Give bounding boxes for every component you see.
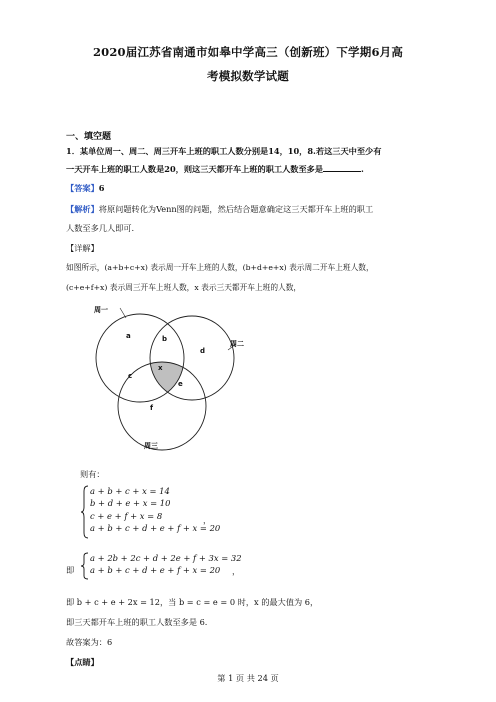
left-brace-icon [80, 485, 90, 539]
question-line-2-end: . [361, 164, 364, 174]
answer-line [66, 182, 104, 194]
answer-blank [323, 163, 361, 172]
detail-line-1: 如图所示，(a+b+c+x) 表示周一开车上班的人数，(b+d+e+x) 表示周二开车上班人数， [66, 263, 374, 272]
detail-line-2: (c+e+f+x) 表示周三开车上班人数，x 表示三天都开车上班的人数， [66, 283, 302, 292]
venn-label-monday: 周一 [94, 306, 108, 314]
system1-equations [90, 485, 220, 534]
venn-label-wednesday: 周三 [144, 442, 158, 450]
page-title-line-1: 2020届江苏省南通市如皋中学高三（创新班）下学期6月高 [92, 45, 404, 59]
question-line-1: 1．某单位周一、周二、周三开车上班的职工人数分别是14，10，8.若这三天中至少有 [66, 146, 382, 156]
page-footer: 第 1 页 共 24 页 [217, 673, 279, 683]
venn-circle-monday [96, 314, 184, 402]
answer-tag: 【答案】 [66, 183, 99, 193]
section-heading: 一、填空题 [66, 132, 112, 142]
analysis-text-1: 将原问题转化为Venn图的问题，然后结合题意确定这三天都开车上班的职工 [98, 204, 374, 214]
page-title-line-2: 考模拟数学试题 [207, 69, 289, 83]
system1-eq-4: a + b + c + d + e + f + x = 20 [90, 522, 221, 533]
venn-label-tuesday: 周二 [230, 340, 244, 348]
solution-intro: 则有： [80, 469, 105, 479]
system2-equations [90, 552, 242, 577]
system1-end: ， [203, 515, 212, 525]
analysis-line-2: 人数至多几人即可. [66, 223, 135, 233]
analysis-tag: 【解析】 [66, 204, 99, 214]
system2-end: ， [232, 566, 241, 576]
system1-eq-3: c + e + f + x = 8 [90, 510, 163, 521]
answer-value: 6 [98, 183, 105, 193]
system1-brace [80, 485, 90, 539]
venn-region-x: x [158, 364, 163, 372]
system1-eq-1: a + b + c + x = 14 [90, 486, 170, 496]
point-tag: 【点睛】 [66, 657, 99, 667]
analysis-line-1 [66, 203, 373, 215]
system2-eq-1: a + 2b + 2c + d + 2e + f + 3x = 32 [90, 553, 242, 563]
solution-line-b: 即三天都开车上班的职工人数至多是 6. [66, 617, 208, 627]
venn-label-pointer-monday [120, 308, 126, 318]
venn-region-f: f [150, 404, 154, 412]
venn-region-e: e [178, 380, 183, 388]
system2-brace [80, 552, 90, 580]
system1-eq-2: b + d + e + x = 10 [90, 498, 171, 509]
venn-region-a: a [126, 332, 131, 340]
detail-tag: 【详解】 [66, 243, 99, 253]
solution-line-c: 故答案为：6 [66, 637, 113, 647]
venn-diagram [80, 300, 260, 460]
venn-region-b: b [162, 335, 168, 343]
venn-region-d: d [200, 347, 206, 355]
question-line-2-text: 一天开车上班的职工人数是20，则这三天都开车上班的职工人数至多是 [66, 164, 324, 174]
left-brace-icon-2 [80, 552, 90, 580]
question-line-2 [66, 163, 364, 175]
solution-line-a: 即 b + c + e + 2x = 12，当 b = c = e = 0 时，x 的最大值为 6， [66, 597, 319, 607]
system2-eq-2: a + b + c + d + e + f + x = 20 [90, 565, 221, 576]
venn-circle-tuesday [150, 316, 234, 400]
ji-label: 即 [66, 565, 75, 575]
venn-region-c: c [128, 372, 133, 380]
